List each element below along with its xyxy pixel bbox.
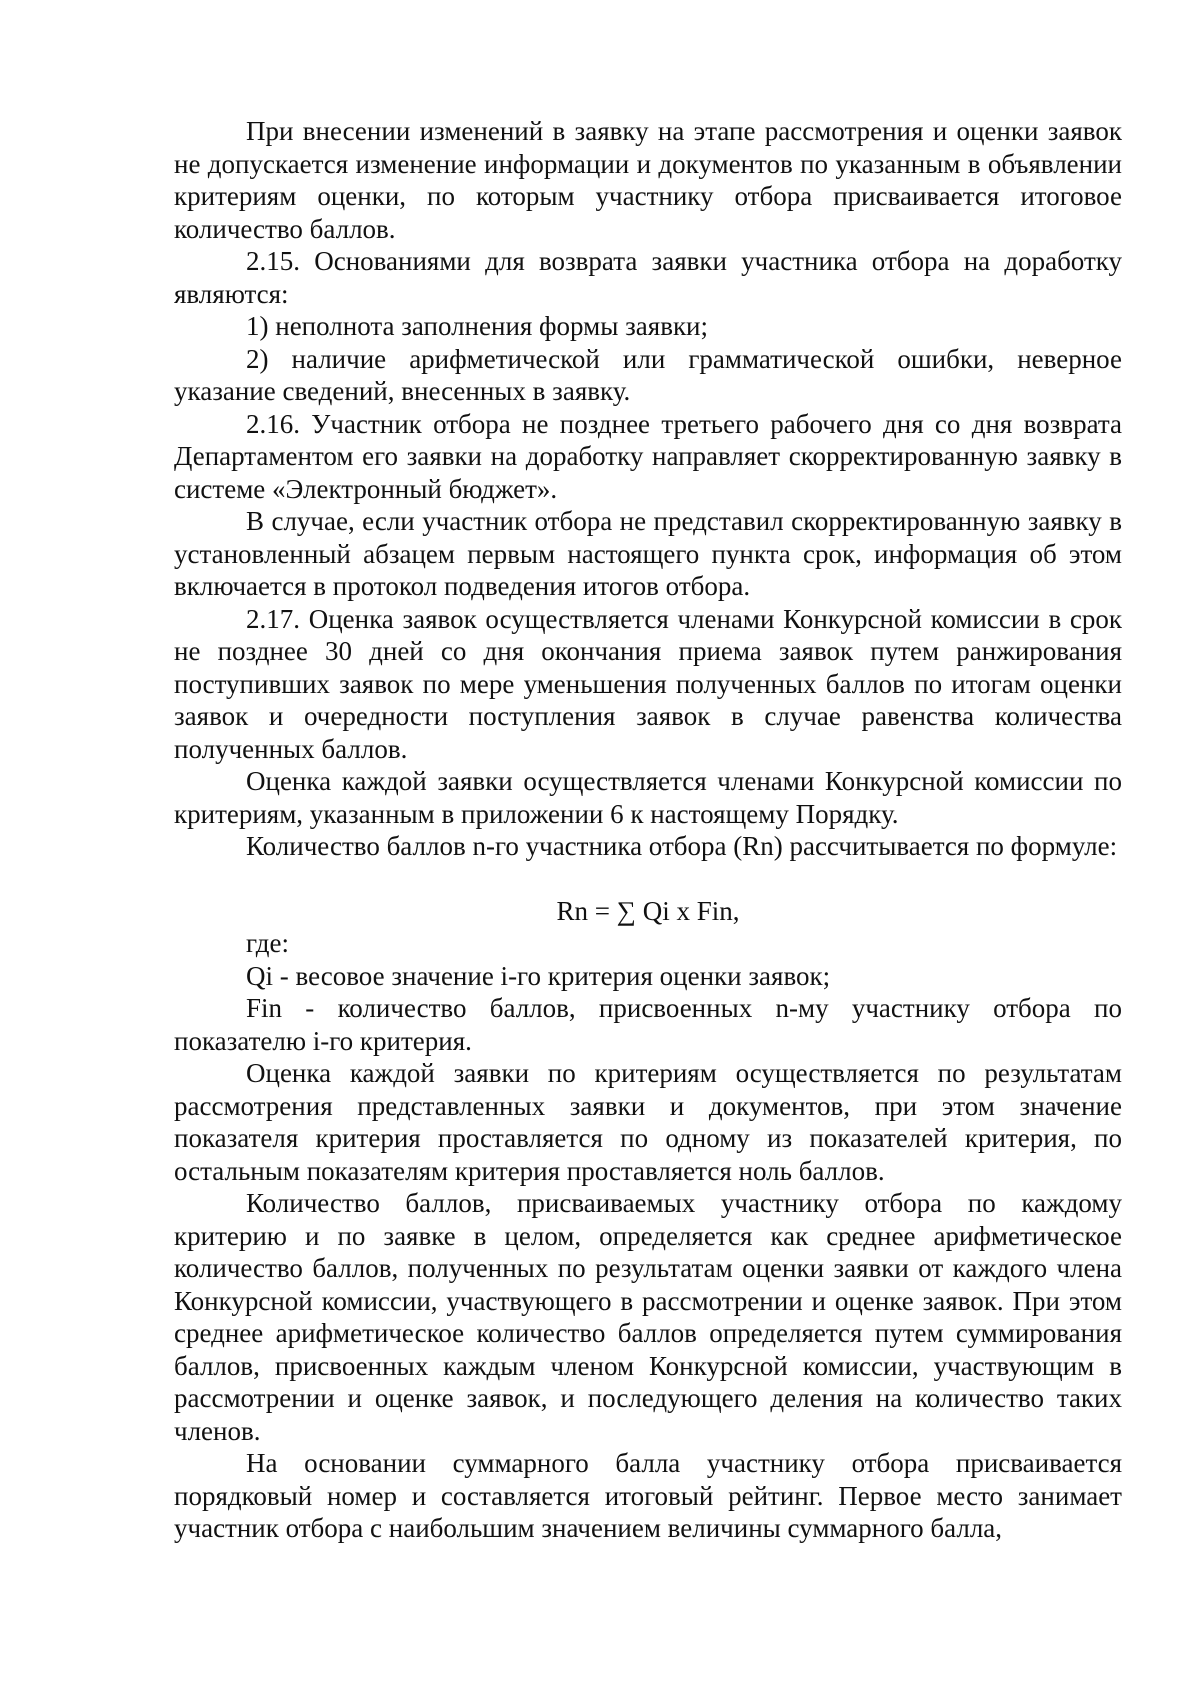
paragraph-score-formula-intro: Количество баллов n-го участника отбора (Rn) рассчитывается по формуле:: [246, 831, 1118, 861]
paragraph-not-submitted: В случае, если участник отбора не представил скорректированную заявку в установленный абзацем первым настоящего пункта срок, информация об этом включается в протокол подведения итогов отбора.: [174, 506, 1122, 601]
where-label: где:: [246, 928, 289, 958]
paragraph-criteria-scoring: Оценка каждой заявки по критериям осуществляется по результатам рассмотрения представленных заявки и документов, при этом значение показателя критерия проставляется по одному из показателей критерия, по остальным показателям критерия проставляется ноль баллов.: [174, 1058, 1122, 1186]
document-page: [174, 115, 1122, 1545]
paragraph-evaluation-criteria: Оценка каждой заявки осуществляется членами Конкурсной комиссии по критериям, указанным в приложении 6 к настоящему Порядку.: [174, 766, 1122, 829]
paragraph-average-score: Количество баллов, присваиваемых участнику отбора по каждому критерию и по заявке в целом, определяется как среднее арифметическое количество баллов, полученных по результатам оценки заявки от каждого члена Конкурсной комиссии, участвующего в рассмотрении и оценке заявок. При этом среднее арифметическое количество баллов определяется путем суммирования баллов, присвоенных каждым членом Конкурсной комиссии, участвующим в рассмотрении и оценке заявок, и последующего деления на количество таких членов.: [174, 1188, 1122, 1446]
paragraph-2-17: 2.17. Оценка заявок осуществляется членами Конкурсной комиссии в срок не позднее 30 дней со дня окончания приема заявок путем ранжирования поступивших заявок по мере уменьшения полученных баллов по итогам оценки заявок и очередности поступления заявок в случае равенства количества полученных баллов.: [174, 603, 1122, 764]
paragraph-2-15: 2.15. Основаниями для возврата заявки участника отбора на доработку являются:: [174, 246, 1122, 309]
paragraph-rating: На основании суммарного балла участнику отбора присваивается порядковый номер и составляется итоговый рейтинг. Первое место занимает участник отбора с наибольшим значением величины суммарного балла,: [174, 1448, 1122, 1543]
list-item-1: 1) неполнота заполнения формы заявки;: [246, 311, 709, 341]
paragraph-2-16: 2.16. Участник отбора не позднее третьего рабочего дня со дня возврата Департаментом его заявки на доработку направляет скорректированную заявку в системе «Электронный бюджет».: [174, 408, 1122, 504]
paragraph-application-changes: При внесении изменений в заявку на этапе рассмотрения и оценки заявок не допускается изменение информации и документов по указанным в объявлении критериям оценки, по которым участнику отбора присваивается итоговое количество баллов.: [174, 116, 1122, 244]
formula: Rn = ∑ Qi x Fin,: [556, 895, 740, 926]
definition-qi: Qi - весовое значение i-го критерия оценки заявок;: [246, 960, 831, 991]
list-item-2: 2) наличие арифметической или грамматической ошибки, неверное указание сведений, внесенных в заявку.: [174, 343, 1122, 406]
definition-fin: Fin - количество баллов, присвоенных n-му участнику отбора по показателю i-го критерия.: [174, 993, 1122, 1056]
